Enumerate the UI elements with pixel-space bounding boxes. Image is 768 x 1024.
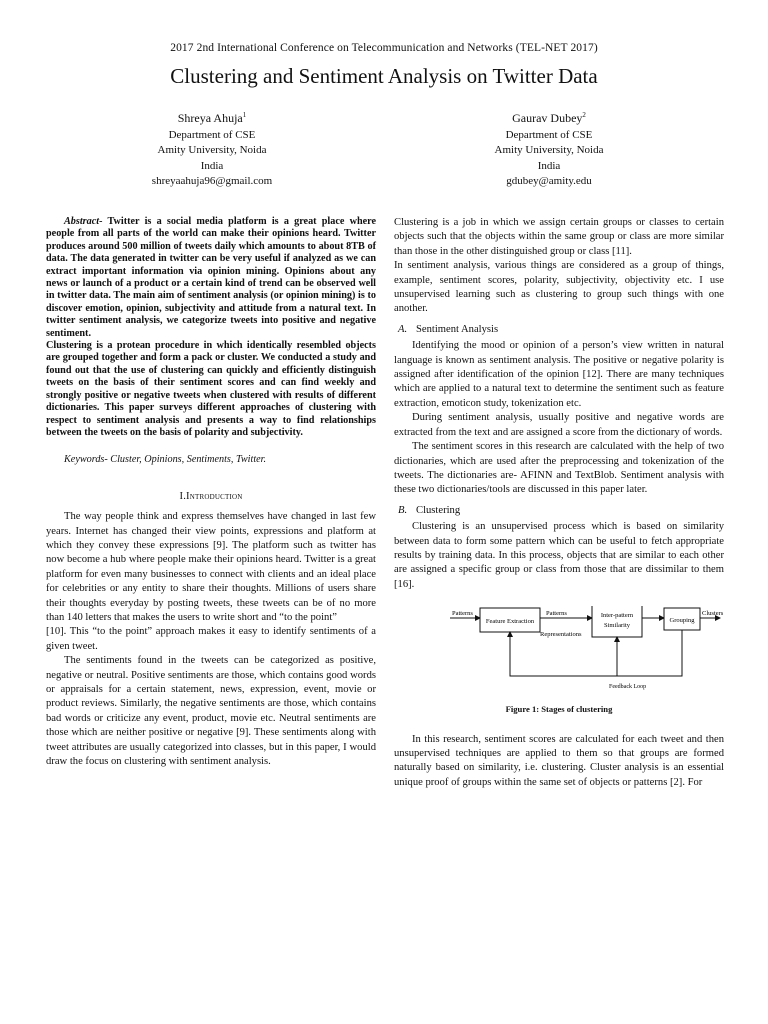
- subsection-heading-sentiment-analysis: A. Sentiment Analysis: [398, 323, 499, 335]
- section-heading-introduction: I.Introduction: [179, 490, 243, 502]
- right-column: [394, 216, 724, 790]
- body-paragraph: The sentiment scores in this research are calculated with the help of two dictionaries, which are used after the preprocessing and tokenization of the tweets. The dictionaries are- AFINN and TextBlob. Sentiment analysis with these two dictionaries/tools are discussed in this paper later.: [394, 441, 724, 496]
- author-univ: Amity University, Noida: [494, 144, 604, 156]
- clustering-figure: [394, 606, 724, 716]
- figure-caption: Figure 1: Stages of clustering: [505, 704, 613, 715]
- keywords: Keywords- Cluster, Opinions, Sentiments, Twitter.: [64, 454, 267, 466]
- author-name: Shreya Ahuja$^1$: [177, 111, 247, 125]
- author-country: India: [537, 159, 561, 172]
- clustering-stages-diagram: [394, 606, 724, 698]
- author-block-2: [419, 108, 679, 190]
- body-paragraph: In this research, sentiment scores are calculated for each tweet and then unsupervised techniques are applied to them so that groups are formed naturally based on similarity, i.e. clustering. Cluster analysis is an essential unique proof of groups within the same set of objects or patterns [2]. For: [394, 733, 724, 788]
- author-email: shreyaahuja96@gmail.com: [151, 175, 273, 187]
- label-representations: Representations: [540, 631, 582, 639]
- label-similarity: Similarity: [604, 622, 630, 630]
- intro-paragraph: The way people think and express themselves have changed in last few years. Internet has changed their view points, expressions and platform at which they convey these expressions [9]. The platform such as twitter has now become a hub where people make their opinions heard. Twitter is a great platform for even many businesses to connect with clients and an ideal place for celebrities or any entity to share their thoughts. Millions of users share their thoughts everyday by posting tweets, these tweets can be of no more than 140 letters that makes the users to write short and “to the point”: [46, 511, 376, 623]
- label-feedback-loop: Feedback Loop: [609, 684, 647, 691]
- label-feature-extraction: Feature Extraction: [485, 618, 535, 626]
- label-patterns-mid: Patterns: [546, 610, 567, 618]
- abstract-paragraph: Abstract- Twitter is a social media platform is a great place where people from all parts of the world can make their opinions heard. Twitter produces around 500 million of tweets daily which amounts to about 8TB of data. The data generated in twitter can be very useful if analyzed as we can extract important information via opinion mining. Opinions about any news or launch of a product or a certain kind of trend can be observed well in twitter data. The main aim of sentiment analysis (or opinion mining) is to discover emotion, opinion, subjectivity and attitude from a natural text. In twitter sentiment analysis, we categorize tweets into positive and negative sentiment.: [46, 216, 376, 339]
- intro-paragraph: The sentiments found in the tweets can be categorized as positive, negative or neutral. Positive sentiments are those, which contains good words or appraisals for a certain statement, news, expression, event, movie or product reviews. Similarly, the negative sentiments are those, which contains bad words or criticize any event, product, movie etc. Neutral sentiments are those which are neither positive or negative [9]. These sentiments along with tweet attributes are usually categorized into classes, but in this paper, I would draw the focus on clustering with sentiment analysis.: [46, 655, 376, 768]
- conference-header: 2017 2nd International Conference on Telecommunication and Networks (TEL-NET 2017): [170, 42, 598, 54]
- label-interpattern: Inter-pattern: [600, 612, 634, 620]
- author-country: India: [200, 159, 224, 172]
- left-column: [46, 216, 376, 769]
- body-paragraph: Clustering is a job in which we assign certain groups or classes to certain objects such that the objects within the same group or class are more similar than those in the other distinguished group or class [11].: [394, 217, 724, 257]
- abstract-paragraph-2: Clustering is a protean procedure in which identically resembled objects are grouped together and form a pack or cluster. We conducted a study and found out that the use of clustering can quickly and efficiently distinguish tweets on the basis of their sentiment scores and can find weekly and strongly positive or negative tweets when clustered with results of different dictionaries. This paper surveys different approaches of clustering with respect to sentiment analysis and presents a way to find relationships between the tweets on the basis of polarity and subjectivity.: [46, 340, 376, 438]
- label-grouping: Grouping: [669, 617, 695, 625]
- label-clusters: Clusters: [702, 610, 724, 618]
- author-dept: Department of CSE: [505, 128, 593, 141]
- body-paragraph: During sentiment analysis, usually positive and negative words are extracted from the text and are assigned a score from the dictionary of words.: [394, 412, 724, 438]
- intro-paragraph: [10]. This “to the point” approach makes it easy to identify sentiments of a given tweet.: [46, 626, 376, 652]
- author-name: Gaurav Dubey$^2$: [512, 111, 586, 125]
- body-paragraph: In sentiment analysis, various things are considered as a group of things, example, sentiment scores, polarity, subjectivity, objectivity etc. I use unsupervised learning such as clustering to group such things with one another.: [394, 260, 724, 315]
- subsection-heading-clustering: B. Clustering: [398, 504, 461, 516]
- author-email: gdubey@amity.edu: [506, 175, 592, 187]
- author-univ: Amity University, Noida: [157, 144, 267, 156]
- author-block-1: [82, 108, 342, 190]
- abstract-lead: Abstract-: [64, 216, 103, 227]
- body-paragraph: Identifying the mood or opinion of a person’s view written in natural language is known as sentiment analysis. The positive or negative polarity is assigned after identification of the opinion [12]. There are many techniques which are applied to a natural text to determine the sentiment such as feature extraction, emoticon study, tokenization etc.: [394, 340, 724, 409]
- paper-title: Clustering and Sentiment Analysis on Twitter Data: [170, 64, 598, 88]
- body-paragraph: Clustering is an unsupervised process which is based on similarity between data to form some pattern which can be useful to fetch appropriate results by training data. In this process, objects that are similar to each other are assigned a specific group or class from those that are dissimilar to them [16].: [394, 521, 724, 590]
- label-patterns-in: Patterns: [452, 610, 473, 618]
- author-dept: Department of CSE: [168, 128, 256, 141]
